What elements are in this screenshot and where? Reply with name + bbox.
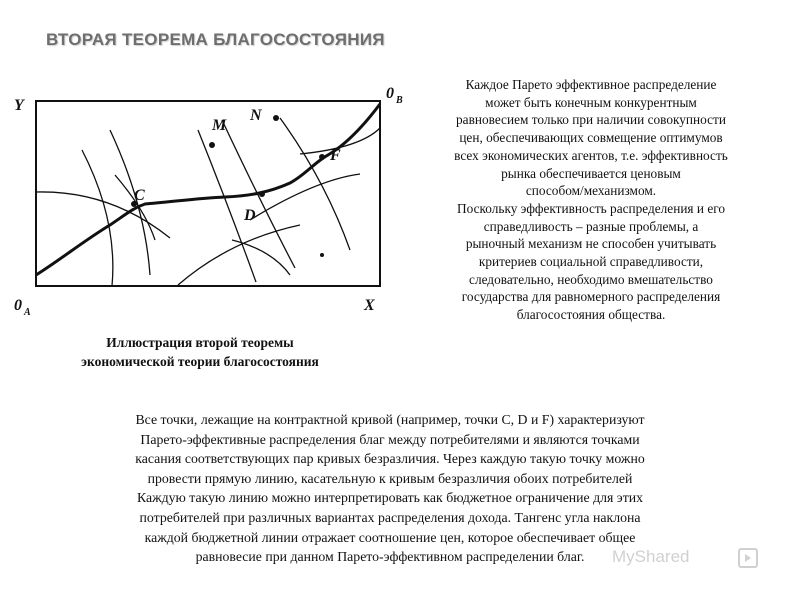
point-n xyxy=(273,115,279,121)
caption-line: Иллюстрация второй теоремы xyxy=(106,335,294,350)
axis-label-x: X xyxy=(364,297,375,314)
origin-b-label: 0 xyxy=(386,85,394,102)
label-n: N xyxy=(250,107,262,124)
diagram-caption xyxy=(20,333,380,371)
text-line: равновесием только при наличии совокупности xyxy=(456,112,726,128)
indifference-curve-a1 xyxy=(82,150,113,286)
text-line: равновесие при данном Парето-эффективном распределении благ. xyxy=(195,549,585,565)
label-c: C xyxy=(134,187,145,204)
text-line: следовательно, необходимо вмешательство xyxy=(469,271,713,287)
text-line: всех экономических агентов, т.е. эффективность xyxy=(454,147,728,163)
text-line: рынка обеспечивается ценовым xyxy=(501,165,681,181)
edgeworth-box-frame xyxy=(36,101,380,286)
point-d xyxy=(259,191,265,197)
text-line: государства для равномерного распределения xyxy=(461,289,721,305)
text-line: Парето-эффективные распределения благ между потребителями и являются точками xyxy=(140,431,640,447)
point-f xyxy=(319,154,325,160)
text-line: Каждую такую линию можно интерпретировать как бюджетное ограничение для этих xyxy=(136,490,644,506)
bottom-paragraph xyxy=(56,410,724,567)
text-line: благосостояния общества. xyxy=(516,307,666,323)
point-extra xyxy=(320,253,324,257)
label-m: M xyxy=(212,117,227,134)
label-f: F xyxy=(330,147,341,164)
text-line: способом/механизмом. xyxy=(525,183,657,199)
axis-label-y: Y xyxy=(14,97,24,114)
text-line: Поскольку эффективность распределения и его xyxy=(457,200,725,216)
text-line: рыночный механизм не способен учитывать xyxy=(465,236,717,252)
text-line: может быть конечным конкурентным xyxy=(485,94,697,110)
origin-b-subscript: B xyxy=(396,95,403,106)
text-line: справедливость – разные проблемы, а xyxy=(483,218,699,234)
origin-a-subscript: A xyxy=(24,307,31,318)
origin-a-label: 0 xyxy=(14,297,22,314)
text-line: Все точки, лежащие на контрактной кривой (например, точки C, D и F) характеризуют xyxy=(135,412,645,427)
label-d: D xyxy=(244,207,256,224)
text-line: Каждое Парето эффективное распределение xyxy=(465,77,717,92)
edgeworth-box-diagram xyxy=(0,70,420,330)
caption-line: экономической теории благосостояния xyxy=(81,354,319,369)
point-m xyxy=(209,142,215,148)
text-line: провести прямую линию, касательную к кривым безразличия обоих потребителей xyxy=(147,470,633,486)
watermark: MyShared xyxy=(612,547,690,566)
text-line: касания соответствующих пар кривых безразличия. Через каждую такую точку можно xyxy=(135,451,645,467)
text-line: каждой бюджетной линии отражает соотношение цен, которое обеспечивает общее xyxy=(144,529,636,545)
contract-curve xyxy=(36,104,380,275)
indifference-curves xyxy=(36,118,380,286)
slide-title: ВТОРАЯ ТЕОРЕМА БЛАГОСОСТОЯНИЯ xyxy=(46,30,385,49)
text-line: потребителей при различных вариантах распределения дохода. Тангенс угла наклона xyxy=(139,509,641,525)
text-line: критериев социальной справедливости, xyxy=(478,254,704,270)
watermark-play-icon xyxy=(738,548,758,568)
indifference-curve-a3 xyxy=(198,130,256,282)
text-line: цен, обеспечивающих совмещение оптимумов xyxy=(459,130,723,146)
right-paragraph xyxy=(405,76,777,324)
